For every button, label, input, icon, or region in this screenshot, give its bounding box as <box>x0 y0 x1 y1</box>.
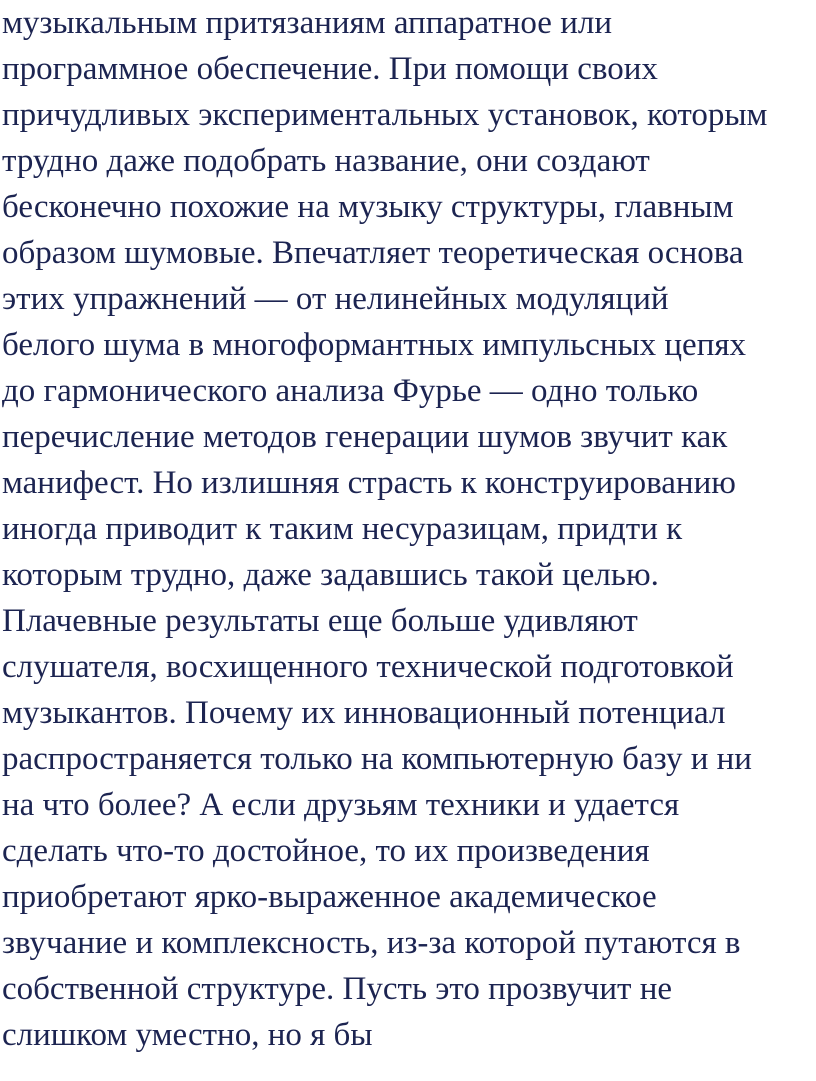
text-line-14: Плачевные результаты еще больше удивляют <box>2 603 638 639</box>
text-line-22: собственной структуре. Пусть это прозвучит не <box>2 971 673 1007</box>
text-line-11: манифест. Но излишняя страсть к конструированию <box>2 465 736 501</box>
text-line-21: звучание и комплексность, из-за которой путаются в <box>2 925 741 961</box>
text-line-6: образом шумовые. Впечатляет теоретическая основа <box>2 235 744 271</box>
text-line-18: на что более? А если друзьям техники и удается <box>2 787 680 823</box>
text-line-12: иногда приводит к таким несуразицам, придти к <box>2 511 683 547</box>
text-line-15: слушателя, восхищенного технической подготовкой <box>2 649 734 685</box>
text-line-9: до гармонического анализа Фурье — одно только <box>2 373 699 409</box>
text-line-8: белого шума в многоформантных импульсных цепях <box>2 327 747 363</box>
text-line-4: трудно даже подобрать название, они создают <box>2 143 650 179</box>
text-line-5: бесконечно похожие на музыку структуры, главным <box>2 189 734 225</box>
text-line-3: причудливых экспериментальных установок, которым <box>2 97 768 133</box>
text-line-10: перечисление методов генерации шумов звучит как <box>2 419 728 455</box>
text-line-23: слишком уместно, но я бы <box>2 1017 373 1053</box>
text-line-20: приобретают ярко-выраженное академическое <box>2 879 657 915</box>
text-line-17: распространяется только на компьютерную базу и ни <box>2 741 752 777</box>
text-line-2: программное обеспечение. При помощи своих <box>2 51 658 87</box>
text-line-19: сделать что-то достойное, то их произведения <box>2 833 650 869</box>
text-line-7: этих упражнений — от нелинейных модуляций <box>2 281 669 317</box>
text-line-13: которым трудно, даже задавшись такой целью. <box>2 557 659 593</box>
text-line-16: музыкантов. Почему их инновационный потенциал <box>2 695 726 731</box>
body-text <box>2 0 814 1058</box>
text-line-1: музыкальным притязаниям аппаратное или <box>2 5 612 41</box>
